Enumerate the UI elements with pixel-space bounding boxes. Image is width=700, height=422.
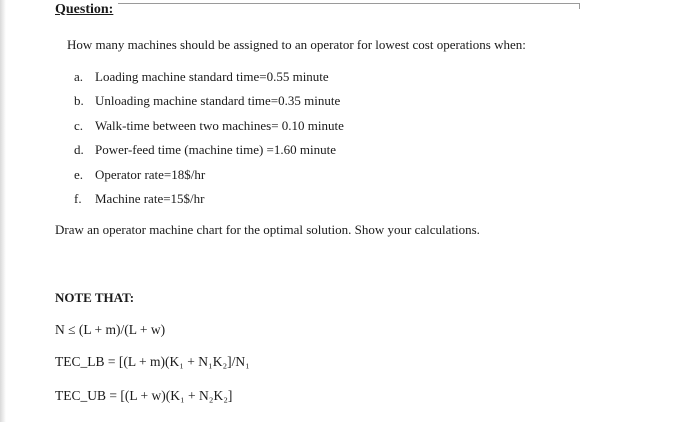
formula-tec-upper-bound: TEC_UB = [(L + w)(K₁ + N₂K₂] xyxy=(55,388,233,403)
list-item xyxy=(74,167,344,191)
list-marker: f. xyxy=(74,190,82,206)
list-marker: d. xyxy=(74,142,84,158)
list-item-text: Machine rate=15$/hr xyxy=(95,190,205,206)
question-heading: Question: xyxy=(55,2,114,17)
header-rule-end xyxy=(579,3,580,9)
list-marker: c. xyxy=(74,117,84,133)
chart-instruction: Draw an operator machine chart for the optimal solution. Show your calculations. xyxy=(55,222,480,237)
page-edge-shadow xyxy=(0,0,6,422)
list-item-text: Walk-time between two machines= 0.10 minute xyxy=(95,117,344,133)
formula-machine-count: N ≤ (L + m)/(L + w) xyxy=(55,322,166,337)
question-prompt: How many machines should be assigned to an operator for lowest cost operations when: xyxy=(67,37,526,52)
list-item-text: Loading machine standard time=0.55 minute xyxy=(95,69,329,84)
list-item xyxy=(74,69,344,93)
formula-tec-lower-bound: TEC_LB = [(L + m)(K₁ + N₁K₂]/N₁ xyxy=(55,354,250,369)
list-marker: b. xyxy=(74,93,84,109)
list-item-text: Operator rate=18$/hr xyxy=(95,166,206,182)
header-rule xyxy=(118,3,580,4)
note-heading: NOTE THAT: xyxy=(55,290,135,305)
list-marker: e. xyxy=(74,166,84,182)
list-item xyxy=(74,142,344,166)
given-data-list xyxy=(74,69,344,215)
list-item-text: Power-feed time (machine time) =1.60 minute xyxy=(95,142,336,158)
list-item-text: Unloading machine standard time=0.35 minute xyxy=(95,93,341,109)
list-item xyxy=(74,118,344,142)
list-item xyxy=(74,93,344,117)
list-item xyxy=(74,191,344,215)
list-marker: a. xyxy=(74,69,84,84)
